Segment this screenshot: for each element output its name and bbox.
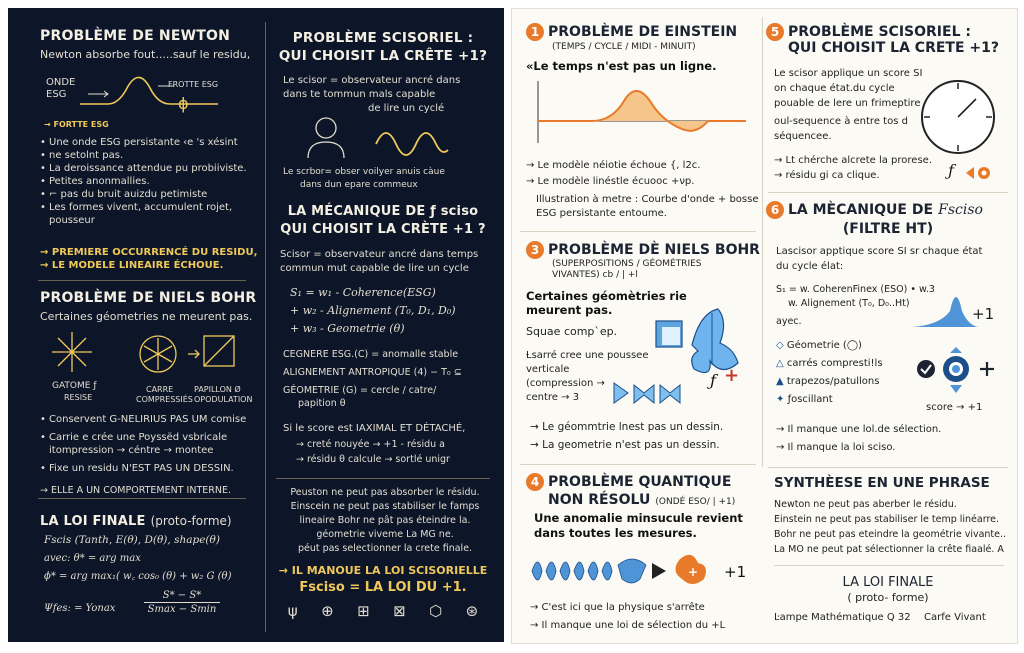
definition: papition θ (298, 398, 346, 409)
list-item: • Carrie e crée une Poyssëd vsbricale itompression → céntre → montee (40, 431, 255, 457)
bohr-icons (48, 328, 248, 378)
score-line: → creté nouyée → +1 - résidu a (296, 439, 445, 450)
summary-conclusion: Fsciso = LA LOI DU +1. (299, 580, 467, 595)
einstein-subtitle: (TEMPS / CYCLE / MIDI - MINUIT) (552, 42, 696, 52)
synthese-lines (774, 497, 1006, 557)
section-number: 5 (766, 23, 784, 41)
definition: CEGNERE ESG.(C) = anomalle stable (283, 349, 459, 360)
list-item: • Petites anonmallies. (40, 175, 255, 188)
section-divider (774, 565, 1004, 566)
scisoriel-text: de lire un cyclé (368, 103, 445, 114)
summary-line: Peuston ne peut pas absorber le résidu. (290, 487, 480, 498)
mecanique-title: QUI CHOISIT LA CRÈTE +1 ? (280, 222, 486, 237)
icon-label: CARRE (146, 385, 174, 394)
bohr-subtitle: (SUPERPOSITIONS / GÉOMÉTRIES (552, 259, 702, 269)
f-symbol: ƒ (948, 161, 954, 180)
fraction-numerator: S* − S* (144, 590, 220, 603)
anomaly-illustration (528, 549, 728, 593)
icon-label: OPODULATION (194, 395, 253, 404)
loi-finale-heading (40, 510, 232, 529)
scisoriel-title: PROBLÈME SCISORIEL : (788, 24, 971, 40)
wave-chart-illustration (532, 77, 752, 149)
mecanique-items (776, 337, 883, 409)
quantique-bold: Une anomalie minsucule revient (534, 511, 743, 525)
list-item: ◇ Géometrie (◯) (776, 340, 862, 351)
bohr-bold: Certaines géomètries rie (526, 289, 687, 303)
equation: S₁ = w. CoherenFinex (ESO) • w.3 (776, 284, 935, 295)
synthese-line: Bohr ne peut pas eteindre la geométrie vivante.. (774, 529, 1007, 540)
quantique-line: → Il manque une loi de sélection du +L (530, 620, 726, 631)
loi-title: LA LOI FINALE (40, 514, 146, 529)
scisoriel-text: Le scisor = observateur ancré dans (283, 75, 461, 86)
list-item: • La deroissance attendue pu probiiviste. (40, 162, 255, 175)
symbol-icon: ⊛ (465, 602, 479, 620)
list-item: • Une onde ESG persistante ‹e 's xésint (40, 136, 255, 149)
einstein-line: ESG persistante entoume. (536, 208, 667, 219)
definition: GÉOMETRIE (G) = cercle / catre/ (283, 385, 437, 396)
einstein-heading (526, 21, 737, 41)
einstein-line: Illustration à metre : Courbe d'onde + bosse (536, 194, 759, 205)
quantique-title: NON RÉSOLU (548, 492, 651, 508)
icon-label: GATOME ƒ (52, 381, 97, 391)
bohr-line: → Le géommtrie lnest pas un dessin. (530, 421, 724, 433)
icon-label: PAPILLON Ø (194, 385, 241, 394)
mecanique-line: → Il manque la loi sciso. (776, 442, 896, 453)
scisoriel-text: Le scisor applique un score SI (774, 68, 923, 79)
list-item: • Fixe un residu N'EST PAS UN DESSIN. (40, 462, 255, 475)
equation: + w₂ - Alignement (T₀, D₁, D₀) (290, 304, 456, 317)
formula: ϕ* = arg max₁( w꜀ cos₀ (θ) + w₂ G (θ) (44, 571, 232, 582)
scisoriel-heading (766, 21, 971, 41)
wave-label: ESG (46, 89, 67, 100)
summary-conclusion: → IL MANOUE LA LOI SCISORIELLE (278, 564, 488, 577)
bohr-text: verticale (526, 364, 570, 375)
bohr-text: centre → 3 (526, 392, 580, 403)
arrow-target-icon (964, 165, 994, 181)
quantique-heading-2 (548, 489, 735, 509)
formula: Fscis (Tanth, E(θ), D(θ), shape(θ) (44, 534, 220, 546)
summary-block (278, 486, 492, 556)
einstein-line: → Le modèle néiotie échoue {, l2c. (526, 160, 701, 171)
score-line: → résidu θ calcule → sortlé unigr (296, 454, 450, 465)
bohr-conclusion: → ELLE A UN COMPORTEMENT INTERNE. (40, 485, 231, 496)
scisoriel-title: QUI CHOISIT LA CRETE +1? (788, 40, 999, 56)
einstein-quote: «Le temps n'est pas un ligne. (526, 59, 717, 73)
bohr-subtitle: Certaines géometries ne meurent pas. (40, 310, 253, 323)
section-divider (520, 231, 756, 232)
newton-subtitle: Newton absorbe fout.....sauf le residu, (40, 48, 251, 61)
quantique-line: → C'est ici que la physique s'arrête (530, 602, 705, 613)
scisoriel-caption: Le scrbor= obser voilyer anuis càue (283, 167, 445, 177)
scisoriel-text: séquencee. (774, 131, 832, 142)
einstein-title: PROBLÈME DE EINSTEIN (548, 24, 738, 40)
section-divider (38, 498, 246, 499)
score-label: score → +1 (926, 402, 983, 413)
symbol-icon: ⊠ (393, 602, 406, 620)
bohr-heading (526, 239, 760, 259)
loi-title: LA LOI FINALE (842, 575, 934, 590)
section-divider (768, 467, 1008, 468)
list-item: • ne setolnt pas. (40, 149, 255, 162)
list-item: ▲ trapezos/patullons (776, 376, 880, 387)
wave-label: ONDE (46, 77, 76, 88)
mecanique-text: Lascisor apptique score SI sr chaque état (776, 246, 983, 257)
scisoriel-text: pouable de lere un frimeptire (774, 98, 921, 109)
section-divider (276, 478, 490, 479)
list-item: • ⌐ pas du bruit auizdu petimiste (40, 188, 255, 201)
plus-one-label: +1 (972, 305, 995, 323)
symbol-icon: ⊕ (321, 602, 334, 620)
scisoriel-title: QUI CHOISIT LA CRÊTE +1? (278, 48, 488, 64)
bohr-title: PROBLÈME DÈ NIELS BOHR (548, 242, 760, 258)
symbol-icon: ψ (287, 602, 298, 620)
right-infographic-panel (511, 8, 1018, 644)
observer-illustration (298, 114, 478, 160)
newton-conclusion: → LE MODELE LINEAIRE ÉCHOUE. (40, 260, 224, 271)
section-number: 6 (766, 201, 784, 219)
scisoriel-text: oul-sequence à entre tos d (774, 116, 908, 127)
bohr-text: (compression → (526, 378, 605, 389)
geometry-illustration (608, 299, 758, 409)
icon-label: COMPRESSIÉS (136, 395, 193, 404)
list-item: ✦ ƒoscillant (776, 394, 833, 405)
mecanique-title: (FILTRE HT) (842, 221, 934, 237)
quantique-bold: dans toutes les mesures. (534, 526, 697, 540)
plus-one-label: +1 (724, 563, 747, 581)
list-item: △ carrés compresti!ls (776, 358, 883, 369)
clock-icon (916, 75, 1000, 159)
arrow-label: → FORTTE ESG (44, 120, 109, 129)
section-number: 1 (526, 23, 544, 41)
section-divider (38, 280, 246, 281)
loi-title-suffix: (proto-forme) (150, 514, 232, 528)
scisoriel-title: PROBLÈME SCISORIEL : (292, 30, 474, 46)
bohr-bullets (40, 413, 255, 475)
newton-title: PROBLÈME DE NEWTON (40, 28, 231, 44)
wave-illustration (78, 64, 228, 116)
wave-label: FROTTE ESG (168, 80, 219, 89)
plus-symbol: + (724, 365, 740, 386)
f-symbol: ƒ (710, 371, 716, 390)
scisoriel-text: on chaque état.du cycle (774, 83, 895, 94)
synthese-title: SYNTHÈESE EN UNE PHRASE (774, 475, 990, 491)
loi-footer-left: Ŀampe Mathématique Q 32 (774, 612, 911, 623)
mecanique-title: LA MÈCANIQUE DE (788, 202, 934, 218)
score-selector-icon (914, 345, 1000, 401)
section-number: 3 (526, 241, 544, 259)
quantique-title: PROBLÈME QUANTIQUE (548, 474, 732, 490)
bohr-text: Squae comp`ep. (526, 325, 618, 338)
mecanique-line: → Il manque une lol.de sélection. (776, 424, 942, 435)
symbol-icon: ⊞ (357, 602, 370, 620)
mecanique-text: du cycle élat: (776, 261, 844, 272)
scisoriel-text: dans te tommun mals capable (283, 89, 436, 100)
definition: ALIGNEMENT ANTROPIQUE (4) − T₀ ⊆ (283, 367, 462, 378)
mecanique-title-f: Fsciso (938, 202, 983, 218)
bohr-line: → La geometrie n'est pas un dessin. (530, 439, 720, 451)
summary-line: géometrie viveme La MG ne. (316, 529, 454, 540)
svg-text:+: + (688, 565, 699, 579)
phi-symbol: ϕ (178, 94, 189, 113)
symbol-icon: ⬡ (429, 602, 443, 620)
summary-line: Einscein ne peut pas stabiliser le famps (290, 501, 480, 512)
section-number: 4 (526, 473, 544, 491)
scisoriel-line: → Lt chérche alcrete la prorese. (774, 155, 933, 166)
quantique-title-suffix: (ONDÉ ESO/ | +1) (655, 497, 736, 507)
peak-curve-illustration (910, 281, 980, 331)
column-divider (265, 22, 266, 632)
bohr-subtitle: VIVANTES) ⅽb / | +l (552, 270, 638, 280)
quantique-heading (526, 471, 731, 491)
equation: S₁ = w₁ - Coherence(ESG) (290, 286, 436, 299)
synthese-line: La MO ne peut pat sélectionner la crête fiaalé. A (774, 544, 1004, 555)
summary-line: lineaire Bohr ne pât pas éteindre la. (299, 515, 471, 526)
mecanique-heading (766, 199, 983, 219)
newton-conclusion: → PREMIERE OCCURRENCÉ DU RESIDU, (40, 247, 258, 258)
mecanique-text: commun mut capable de lire un cycle (280, 263, 469, 274)
mecanique-text: Scisor = observateur ancré dans temps (280, 249, 479, 260)
list-item: • Les formes vivent, accumulent rojet, pousseur (40, 201, 255, 227)
newton-bullets (40, 136, 255, 227)
column-divider (762, 17, 763, 467)
footer-icon-row (276, 602, 490, 620)
equation: w. Alignement (T₀, D₀..Ht) (788, 298, 910, 309)
icon-label: RESISE (64, 393, 93, 402)
einstein-line: → Le modèle linéstle écuooc +νp. (526, 176, 695, 187)
left-infographic-panel (8, 8, 504, 642)
summary-line: péut pas selectionner la crete finale. (297, 543, 473, 554)
loi-footer-right: Carfe Vivant (924, 612, 986, 623)
loi-subtitle: ( proto- forme) (847, 591, 929, 604)
scisoriel-caption: dans dun epare commeux (300, 180, 418, 190)
formula: Ψfes: = Yonax (44, 603, 116, 614)
fraction (144, 590, 220, 615)
bohr-text: Ƚsarré cree une poussee (526, 350, 649, 361)
synthese-line: Einstein ne peut pas stabiliser le temp linéarre. (774, 514, 1000, 525)
bohr-bold: meurent pas. (526, 303, 613, 317)
mecanique-title: LA MÉCANIQUE DE ƒ sciso (287, 204, 479, 219)
score-line: Si le score est IAXIMAL ET DÉTACHÉ, (283, 423, 466, 434)
equation: ayec. (776, 316, 802, 327)
list-item: • Conservent G-NELIRIUS PAS UM comise (40, 413, 255, 426)
scisoriel-line: → résidu gi ca clique. (774, 170, 880, 181)
synthese-line: Newton ne peut pas aberber le résidu. (774, 499, 957, 510)
fraction-denominator: Smax − Smin (147, 604, 217, 615)
section-divider (520, 464, 756, 465)
equation: + w₃ - Geometrie (θ) (290, 322, 405, 335)
formula: avec: θ* = arg max (44, 553, 141, 564)
section-divider (768, 192, 1008, 193)
bohr-title: PROBLÈME DE NIELS BOHR (40, 290, 257, 306)
